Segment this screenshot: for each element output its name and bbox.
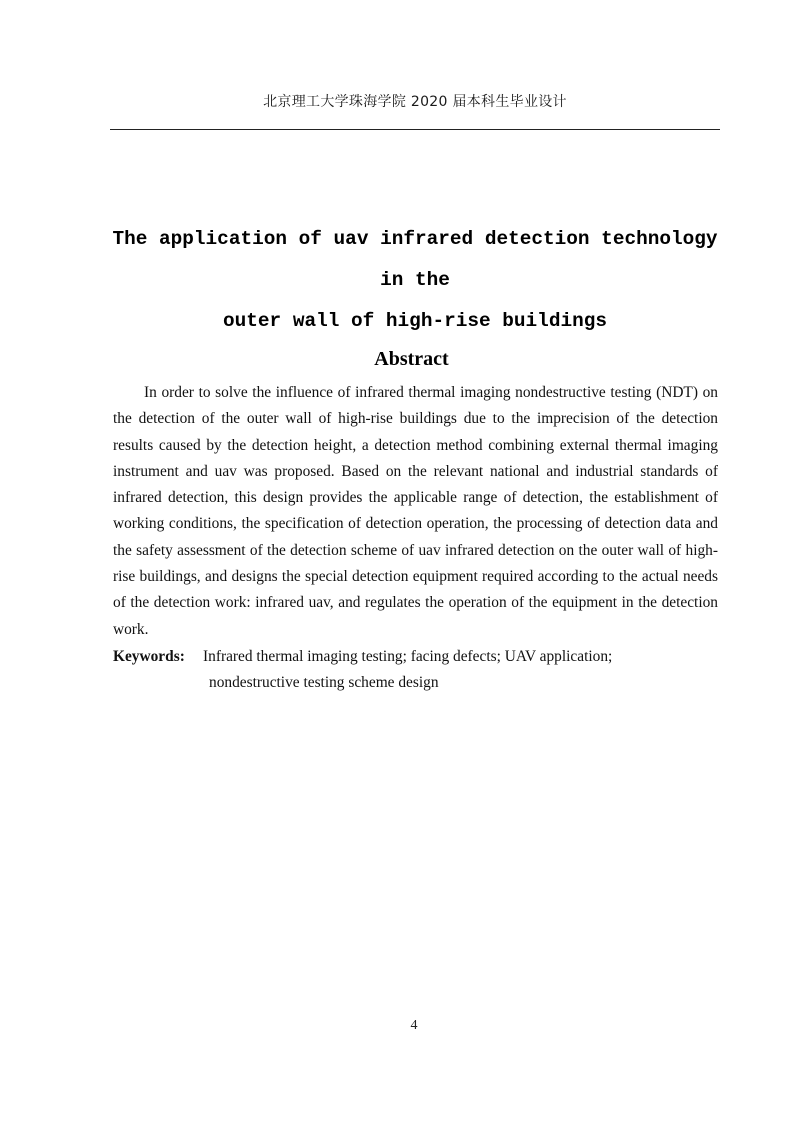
keywords-line-1: Infrared thermal imaging testing; facing defects; UAV application; (203, 648, 613, 665)
abstract-heading: Abstract (374, 348, 449, 370)
keywords-line-2: nondestructive testing scheme design (209, 674, 439, 692)
keywords-label: Keywords: (113, 648, 185, 665)
running-header: 北京理工大学珠海学院 2020 届本科生毕业设计 (263, 94, 567, 110)
keywords-block (113, 644, 713, 697)
paper-title-line-1: The application of uav infrared detection technology in the (112, 228, 718, 291)
abstract-body: In order to solve the influence of infrared thermal imaging nondestructive testing (NDT) on the detection of the outer wall of high-rise buildings due to the imprecision of the detection results caused by the detection height, a detection method combining external thermal imaging instrument and uav was proposed. Based on the relevant national and industrial standards of infrared detection, this design provides the applicable range of detection, the establishment of working conditions, the specification of detection operation, the processing of detection data and the safety assessment of the detection scheme of uav infrared detection on the outer wall of high-rise buildings, and designs the special detection equipment required according to the actual needs of the detection work: infrared uav, and regulates the operation of the equipment in the detection work. (113, 384, 718, 638)
header-rule (110, 129, 720, 130)
paper-title (100, 219, 730, 342)
page-number: 4 (410, 1018, 418, 1033)
paper-title-line-2: outer wall of high-rise buildings (223, 310, 607, 332)
